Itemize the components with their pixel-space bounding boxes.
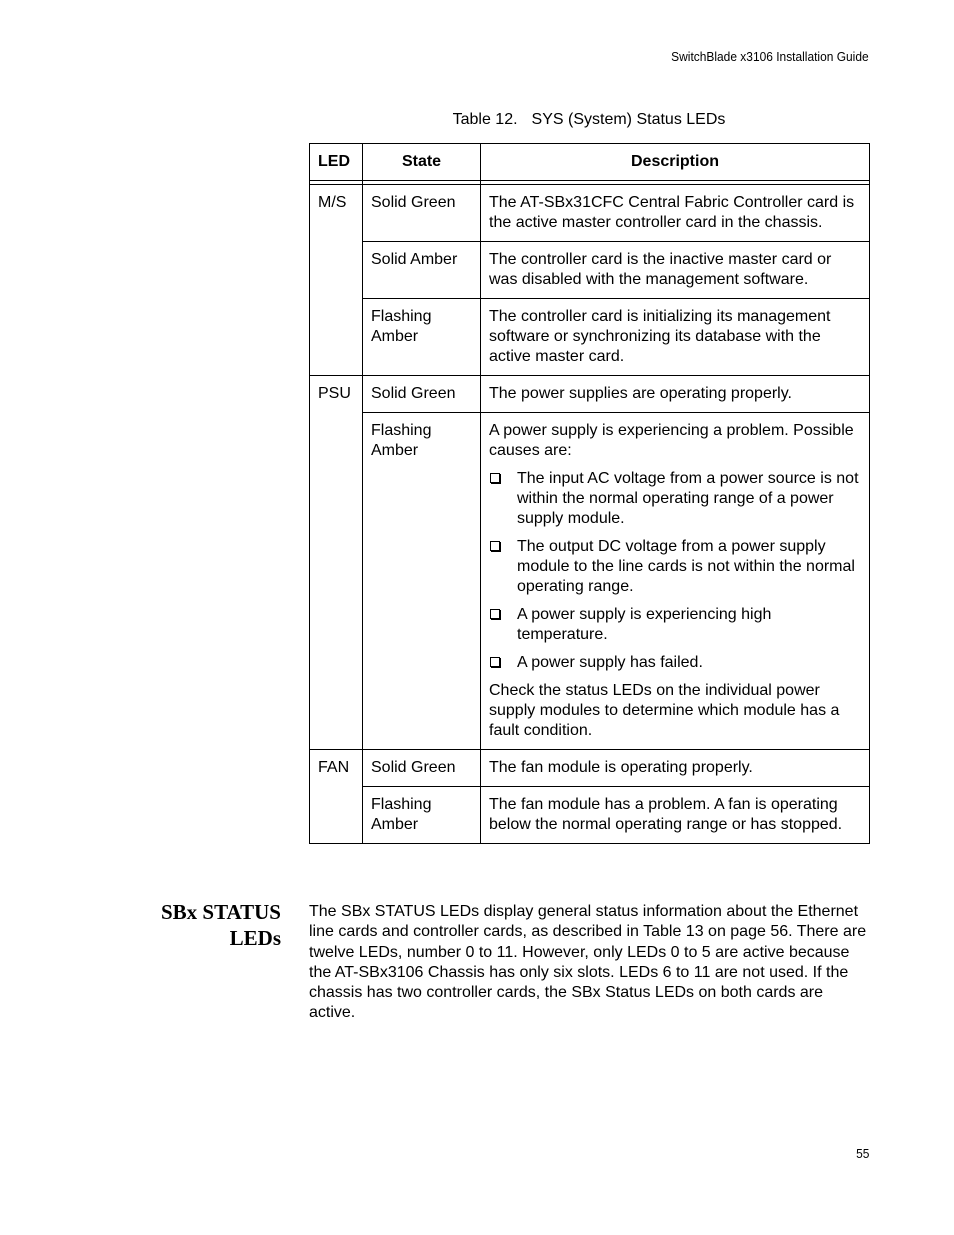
cause-text: The input AC voltage from a power source is not within the normal operating range of a power supply module. — [517, 470, 859, 527]
section-heading-line: LEDs — [229, 926, 281, 950]
state-cell: Solid Amber — [363, 242, 481, 299]
psu-problem-intro: A power supply is experiencing a problem. Possible causes are: — [489, 422, 854, 459]
description-cell: The controller card is initializing its management software or synchronizing its database with the active master card. — [481, 299, 870, 376]
table-caption-number: Table 12. — [452, 111, 518, 128]
state-cell: Solid Green — [363, 376, 481, 413]
state-cell: Solid Green — [363, 185, 481, 242]
cause-text: A power supply has failed. — [517, 654, 703, 671]
led-name-fan: FAN — [310, 750, 363, 844]
section-heading-line: SBx STATUS — [160, 900, 281, 924]
table-row — [310, 185, 870, 242]
table-row — [310, 376, 870, 413]
description-cell — [481, 413, 870, 750]
table-header-row — [310, 144, 870, 181]
description-cell: The power supplies are operating properly. — [481, 376, 870, 413]
checkbox-bullet-icon — [490, 473, 500, 483]
table-caption — [309, 111, 869, 129]
state-cell: Flashing Amber — [363, 787, 481, 844]
cause-text: A power supply is experiencing high temperature. — [517, 606, 772, 643]
led-name-ms: M/S — [310, 185, 363, 376]
table-row — [310, 787, 870, 844]
led-name-psu: PSU — [310, 376, 363, 750]
description-cell: The controller card is the inactive master card or was disabled with the management software. — [481, 242, 870, 299]
list-item — [489, 537, 861, 597]
page-number: 55 — [855, 1146, 869, 1161]
checkbox-bullet-icon — [490, 657, 500, 667]
section-heading — [130, 899, 281, 951]
checkbox-bullet-icon — [490, 609, 500, 619]
table-row — [310, 413, 870, 750]
state-cell: Flashing Amber — [363, 299, 481, 376]
state-cell: Flashing Amber — [363, 413, 481, 750]
list-item — [489, 469, 861, 529]
running-header: SwitchBlade x3106 Installation Guide — [671, 49, 869, 64]
cause-text: The output DC voltage from a power supply module to the line cards is not within the normal operating range. — [517, 538, 855, 595]
column-header-description: Description — [481, 144, 870, 181]
section-body-text: The SBx STATUS LEDs display general status information about the Ethernet line cards and controller cards, as described in Table 13 on page 56. There are twelve LEDs, number 0 to 11. However, only LEDs 0 to 5 are active because the AT-SBx3106 Chassis has only six slots. LEDs 6 to 11 are not used. If the chassis has two controller cards, the SBx Status LEDs on both cards are active. — [309, 903, 867, 1022]
list-item — [489, 653, 861, 673]
description-cell: The fan module is operating properly. — [481, 750, 870, 787]
column-header-led: LED — [310, 144, 363, 181]
table-row — [310, 242, 870, 299]
column-header-state: State — [363, 144, 481, 181]
table-row — [310, 299, 870, 376]
psu-check-note: Check the status LEDs on the individual power supply modules to determine which module has a fault condition. — [489, 682, 840, 739]
sys-status-leds-table — [309, 143, 870, 844]
possible-causes-list — [489, 469, 861, 673]
state-cell: Solid Green — [363, 750, 481, 787]
table-caption-title: SYS (System) Status LEDs — [531, 111, 726, 128]
checkbox-bullet-icon — [490, 541, 500, 551]
description-cell: The AT-SBx31CFC Central Fabric Controller card is the active master controller card in the chassis. — [481, 185, 870, 242]
description-cell: The fan module has a problem. A fan is operating below the normal operating range or has stopped. — [481, 787, 870, 844]
list-item — [489, 605, 861, 645]
table-row — [310, 750, 870, 787]
